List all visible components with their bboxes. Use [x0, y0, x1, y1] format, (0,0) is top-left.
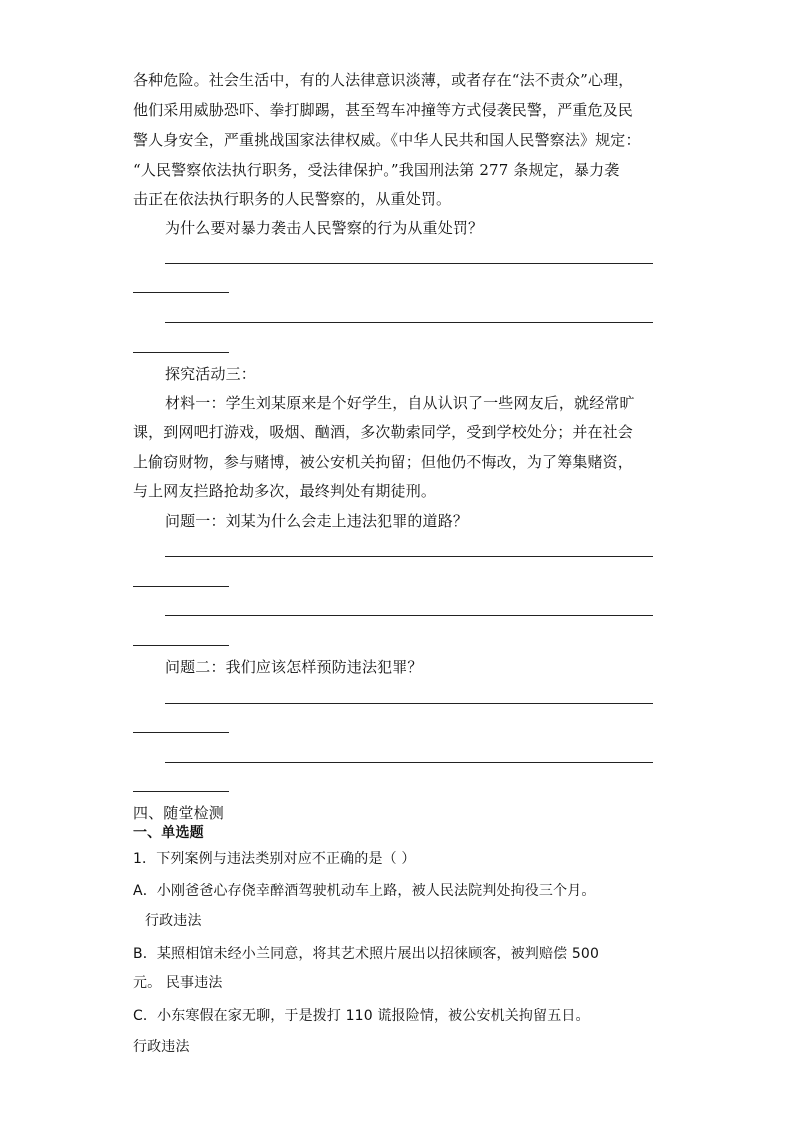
answer-line[interactable] — [133, 732, 229, 733]
answer-line[interactable] — [133, 292, 229, 293]
option-a-category: 行政违法 — [145, 913, 202, 929]
answer-line[interactable] — [133, 586, 229, 587]
question-type-title: 一、单选题 — [133, 825, 204, 841]
material-line: 上偷窃财物，参与赌博，被公安机关拘留；但他仍不悔改，为了筹集赌资， — [133, 453, 633, 471]
answer-line[interactable] — [165, 762, 653, 763]
question-text: 为什么要对暴力袭击人民警察的行为从重处罚？ — [165, 219, 484, 237]
section-title: 四、随堂检测 — [133, 804, 224, 822]
passage-line: 他们采用威胁恐吓、拳打脚踢，甚至驾车冲撞等方式侵袭民警，严重危及民 — [133, 101, 633, 119]
passage-line: 击正在依法执行职务的人民警察的，从重处罚。 — [133, 190, 452, 208]
option-c[interactable]: C．小东寒假在家无聊，于是拨打 110 谎报险情，被公安机关拘留五日。 — [133, 1008, 590, 1024]
question-stem: 1．下列案例与违法类别对应不正确的是（ ） — [133, 851, 416, 867]
option-b[interactable]: B．某照相馆未经小兰同意，将其艺术照片展出以招徕顾客，被判赔偿 500 — [133, 946, 600, 962]
answer-line[interactable] — [165, 263, 653, 264]
passage-line: “人民警察依法执行职务，受法律保护。”我国刑法第 277 条规定，暴力袭 — [133, 161, 620, 179]
answer-line[interactable] — [165, 556, 653, 557]
activity-title: 探究活动三： — [165, 365, 256, 383]
answer-line[interactable] — [165, 703, 653, 704]
passage-line: 警人身安全，严重挑战国家法律权威。《中华人民共和国人民警察法》规定： — [133, 131, 641, 149]
material-line: 材料一：学生刘某原来是个好学生，自从认识了一些网友后，就经常旷 — [165, 394, 635, 412]
option-a[interactable]: A．小刚爸爸心存侥幸醉酒驾驶机动车上路，被人民法院判处拘役三个月。 — [133, 883, 596, 899]
option-b-category: 元。 民事违法 — [133, 975, 223, 991]
passage-line: 各种危险。社会生活中，有的人法律意识淡薄，或者存在“法不责众”心理， — [133, 71, 634, 89]
answer-line[interactable] — [165, 322, 653, 323]
answer-line[interactable] — [165, 615, 653, 616]
answer-line[interactable] — [133, 645, 229, 646]
question-one: 问题一：刘某为什么会走上违法犯罪的道路？ — [165, 512, 469, 530]
question-two: 问题二：我们应该怎样预防违法犯罪？ — [165, 658, 423, 676]
answer-line[interactable] — [133, 791, 229, 792]
answer-line[interactable] — [133, 352, 229, 353]
option-c-category: 行政违法 — [133, 1039, 190, 1055]
material-line: 课，到网吧打游戏，吸烟、酗酒，多次勒索同学，受到学校处分；并在社会 — [133, 423, 633, 441]
material-line: 与上网友拦路抢劫多次，最终判处有期徒刑。 — [133, 482, 437, 500]
